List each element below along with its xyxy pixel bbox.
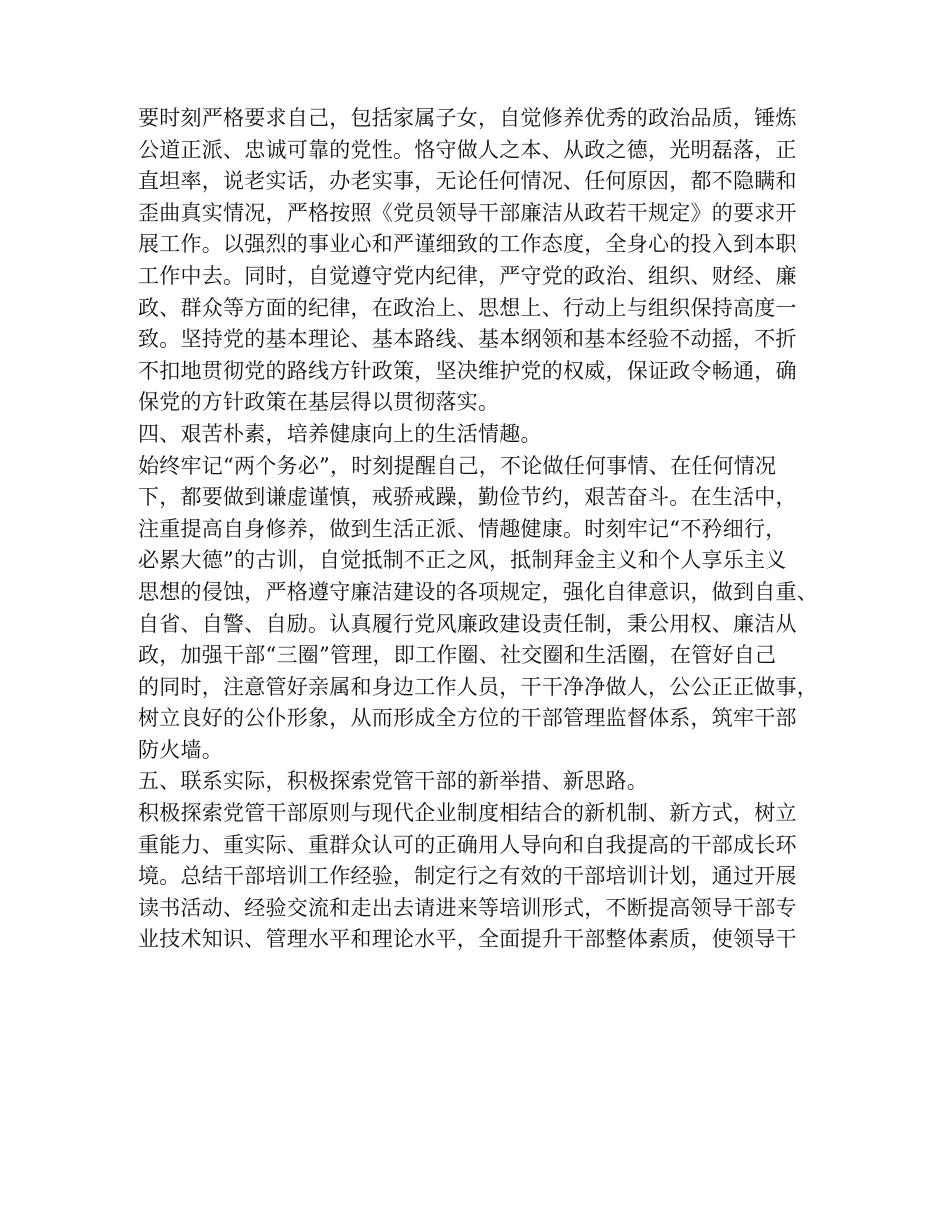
text-line: 歪曲真实情况，严格按照《党员领导干部廉洁从政若干规定》的要求开 xyxy=(138,200,797,225)
text-line: 思想的侵蚀，严格遵守廉洁建设的各项规定，强化自律意识，做到自重、 xyxy=(138,579,818,604)
text-line: 展工作。以强烈的事业心和严谨细致的工作态度，全身心的投入到本职 xyxy=(138,232,797,257)
text-line: 注重提高自身修养，做到生活正派、情趣健康。时刻牢记“不矜细行， xyxy=(138,516,787,541)
text-line: 直坦率，说老实话，办老实事，无论任何情况、任何原因，都不隐瞒和 xyxy=(138,169,797,194)
text-line: 要时刻严格要求自己，包括家属子女，自觉修养优秀的政治品质，锤炼 xyxy=(138,106,797,130)
text-line: 业技术知识、管理水平和理论水平，全面提升干部整体素质，使领导干 xyxy=(138,927,797,952)
text-line: 的同时，注意管好亲属和身边工作人员，干干净净做人，公公正正做事， xyxy=(138,674,818,699)
text-line: 保党的方针政策在基层得以贯彻落实。 xyxy=(138,390,500,415)
text-line: 始终牢记“两个务必”，时刻提醒自己，不论做任何事情、在任何情况 xyxy=(138,453,777,478)
section-heading: 五、联系实际，积极探索党管干部的新举措、新思路。 xyxy=(138,769,648,794)
text-line: 重能力、重实际、重群众认可的正确用人导向和自我提高的干部成长环 xyxy=(138,832,797,857)
text-line: 树立良好的公仆形象，从而形成全方位的干部管理监督体系，筑牢干部 xyxy=(138,706,797,731)
text-line: 读书活动、经验交流和走出去请进来等培训形式，不断提高领导干部专 xyxy=(138,895,797,920)
text-line: 政，加强干部“三圈”管理，即工作圈、社交圈和生活圈，在管好自己 xyxy=(138,643,777,668)
text-line: 境。总结干部培训工作经验，制定行之有效的干部培训计划，通过开展 xyxy=(138,864,797,889)
text-line: 公道正派、忠诚可靠的党性。恪守做人之本、从政之德，光明磊落，正 xyxy=(138,137,797,162)
text-line: 工作中去。同时，自觉遵守党内纪律，严守党的政治、组织、财经、廉 xyxy=(138,263,797,288)
document-body xyxy=(138,103,828,956)
text-line: 防火墙。 xyxy=(138,737,223,762)
text-line: 政、群众等方面的纪律，在政治上、思想上、行动上与组织保持高度一 xyxy=(138,295,797,320)
text-line: 积极探索党管干部原则与现代企业制度相结合的新机制、新方式，树立 xyxy=(138,801,797,826)
text-line: 下，都要做到谦虚谨慎，戒骄戒躁，勤俭节约，艰苦奋斗。在生活中， xyxy=(138,485,797,510)
text-line: 必累大德”的古训，自觉抵制不正之风，抵制拜金主义和个人享乐主义 xyxy=(138,548,787,573)
text-line: 自省、自警、自励。认真履行党风廉政建设责任制，秉公用权、廉洁从 xyxy=(138,611,797,636)
text-line: 致。坚持党的基本理论、基本路线、基本纲领和基本经验不动摇，不折 xyxy=(138,327,797,352)
text-line: 不扣地贯彻党的路线方针政策，坚决维护党的权威，保证政令畅通，确 xyxy=(138,358,797,383)
section-heading: 四、艰苦朴素，培养健康向上的生活情趣。 xyxy=(138,421,542,446)
